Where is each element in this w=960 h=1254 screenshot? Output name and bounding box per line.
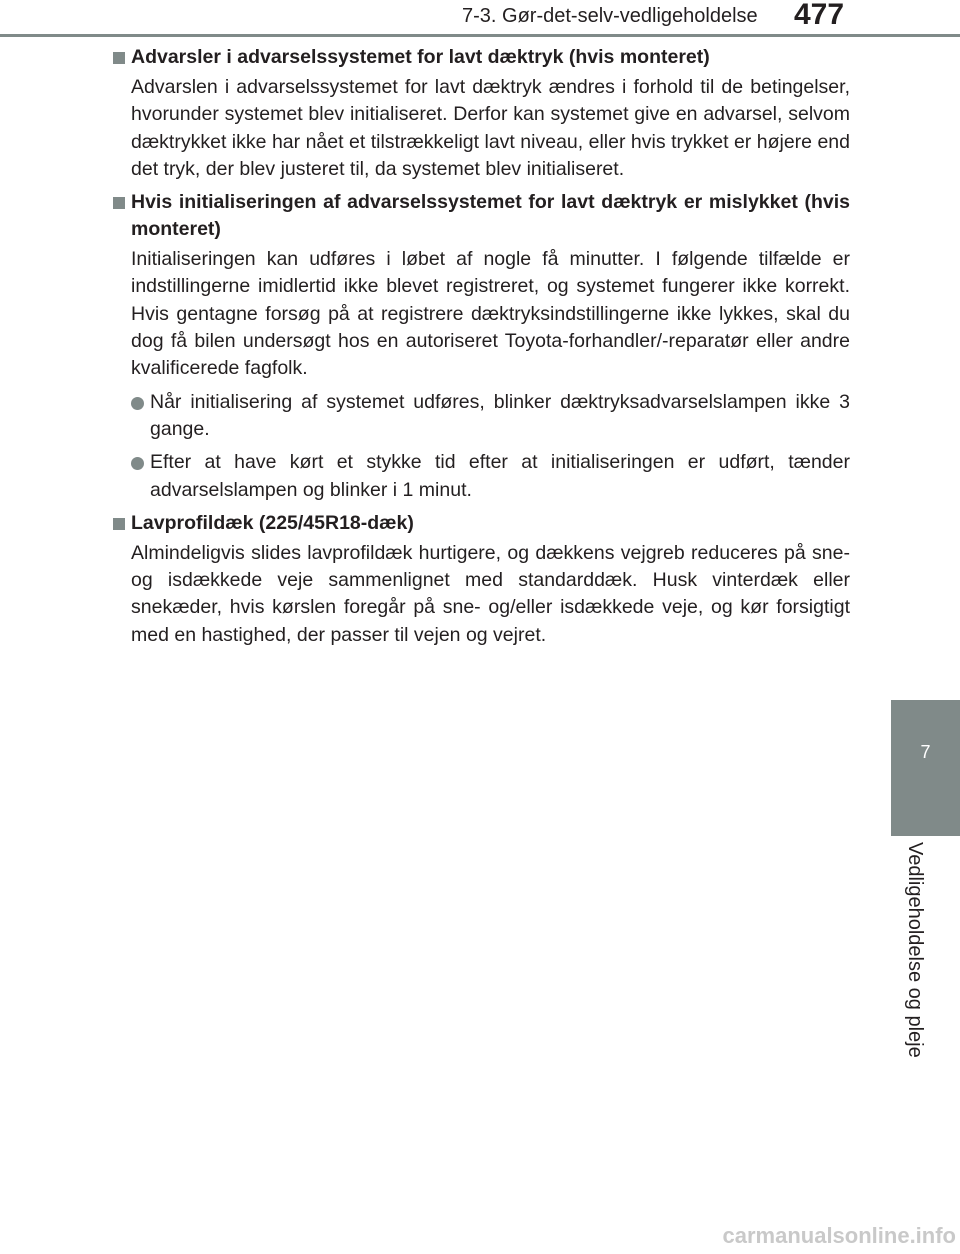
section-body: Advarslen i advarselssystemet for lavt dæktryk ændres i forhold til de betingelser, hvorunder systemet blev initialiseret. Derfor kan systemet give en advarsel, selvom dæktrykket ikke har nået et tilstrækkeligt lavt niveau, eller hvis trykket er højere end det tryk, der blev justeret til, da systemet blev initialiseret. [131, 76, 850, 180]
section-heading [110, 44, 850, 71]
list-item [110, 449, 850, 504]
chapter-label: Vedligeholdelse og pleje [904, 842, 926, 1058]
circle-bullet-icon [131, 457, 144, 470]
section-heading-text: Lavprofildæk (225/45R18-dæk) [131, 511, 414, 534]
list-item-text: Når initialisering af systemet udføres, blinker dæktryksadvarselslampen ikke 3 gange. [150, 390, 850, 440]
section-body: Initialiseringen kan udføres i løbet af nogle få minutter. I følgende tilfælde er indstillingerne imidlertid ikke blevet registreret, og systemet fungerer ikke korrekt. Hvis gentagne forsøg på at registrere dæktryksindstillingerne ikke lykkes, skal du dog få bilen undersøgt hos en autoriseret Toyota-forhandler/-reparatør eller andre kvalificerede fagfolk. [131, 248, 850, 380]
circle-bullet-icon [131, 397, 144, 410]
chapter-tab[interactable] [891, 700, 960, 836]
section-heading-text: Advarsler i advarselssystemet for lavt dæktryk (hvis monteret) [131, 46, 710, 68]
section-tire-pressure-warnings [110, 44, 850, 183]
list-item [110, 389, 850, 444]
chapter-number: 7 [920, 742, 931, 762]
square-bullet-icon [113, 52, 125, 64]
section-initialization-failed [110, 189, 850, 504]
page-content [110, 44, 850, 655]
section-low-profile-tires [110, 510, 850, 649]
section-heading [110, 189, 850, 243]
footer-watermark: carmanualsonline.info [722, 1223, 956, 1248]
header-section-title: 7-3. Gør-det-selv-vedligeholdelse [462, 5, 758, 27]
square-bullet-icon [113, 197, 125, 209]
section-body: Almindeligvis slides lavprofildæk hurtigere, og dækkens vejgreb reduceres på sne- og isdækkede veje sammenlignet med standarddæk. Husk vinterdæk eller snekæder, hvis kørslen foregår på sne- og/eller isdækkede veje, og kør forsigtigt med en hastighed, der passer til vejen og vejret. [131, 541, 850, 646]
page-number: 477 [794, 0, 845, 31]
section-heading [110, 510, 850, 537]
square-bullet-icon [113, 518, 125, 530]
header-divider [0, 34, 960, 37]
list-item-text: Efter at have kørt et stykke tid efter at initialiseringen er udført, tænder advarselslampen og blinker i 1 minut. [150, 451, 850, 501]
section-heading-text: Hvis initialiseringen af advarselssystemet for lavt dæktryk er mislykket (hvis monteret) [131, 191, 850, 241]
